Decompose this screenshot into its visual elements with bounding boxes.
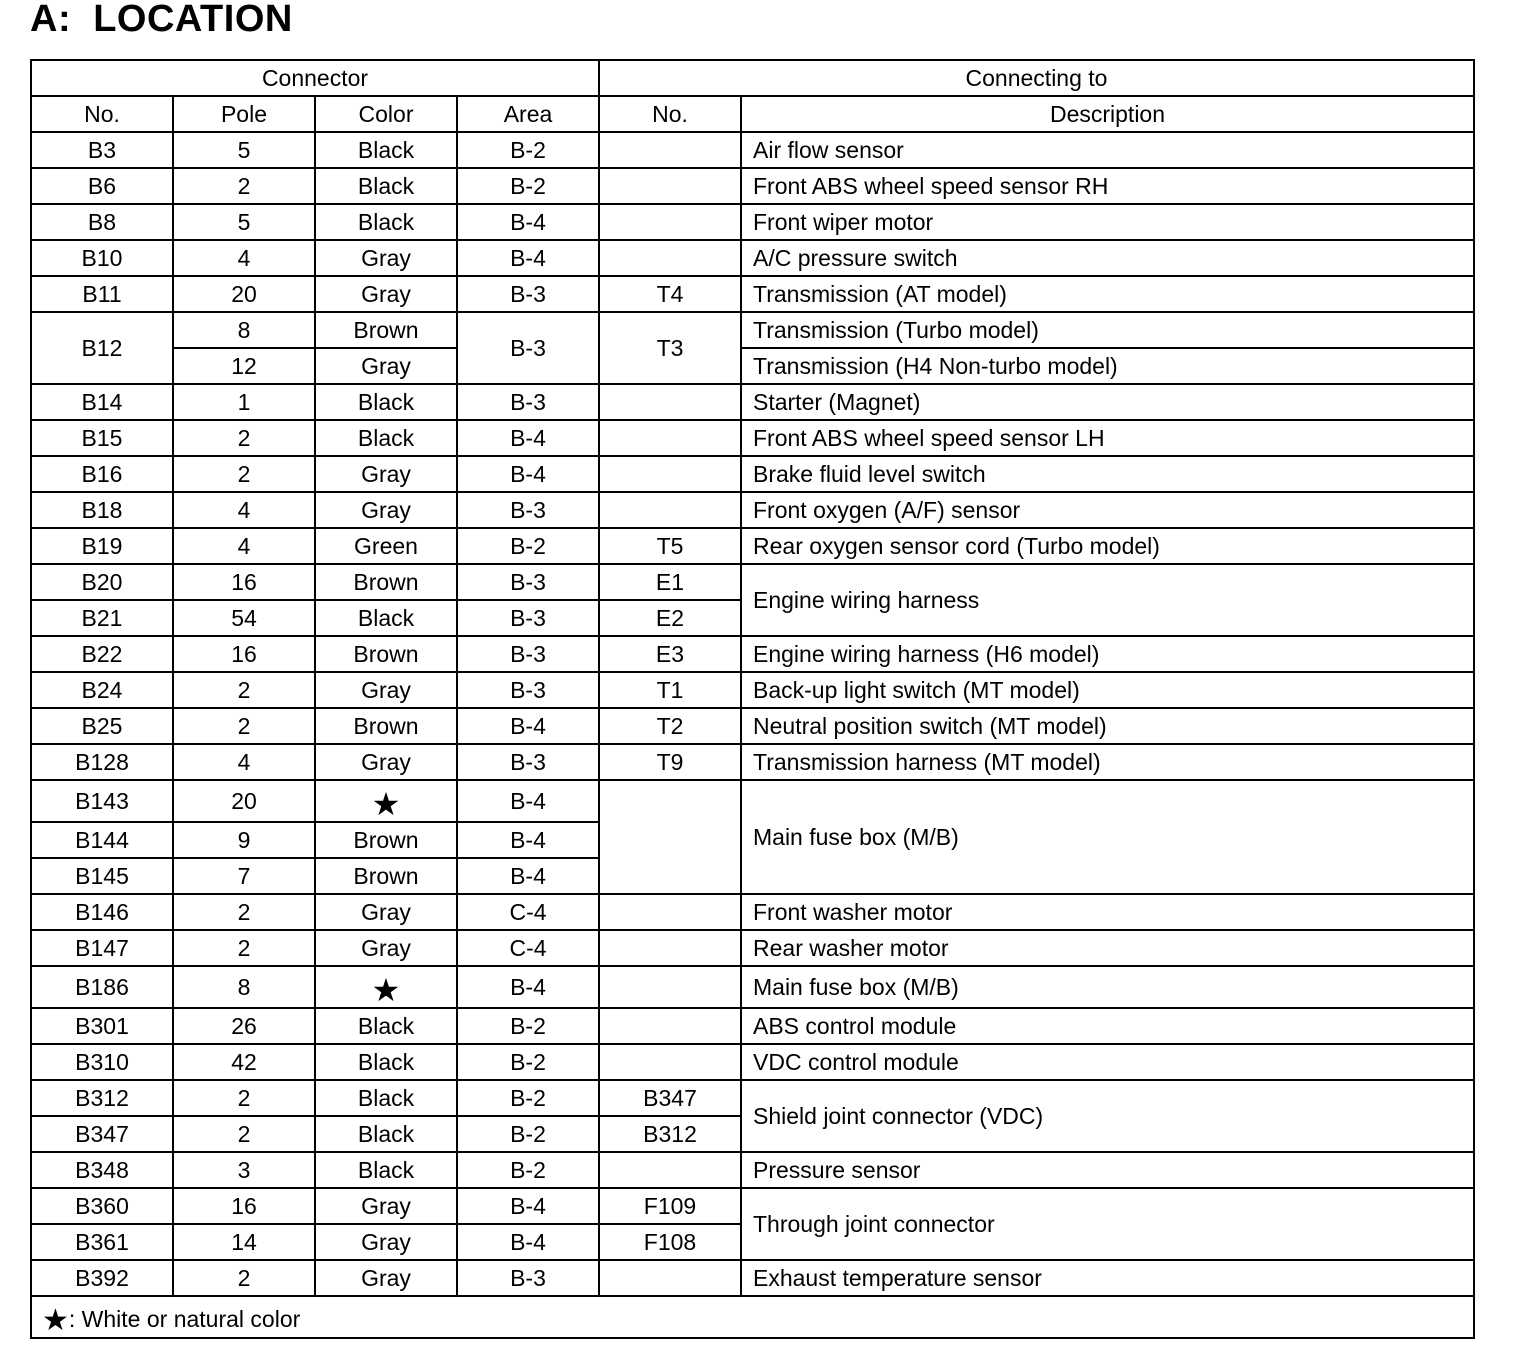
cell-connector-no: B20 <box>31 564 173 600</box>
cell-connector-no: B24 <box>31 672 173 708</box>
cell-color: Brown <box>315 564 457 600</box>
table-row <box>31 60 1474 96</box>
cell-area: B-4 <box>457 456 599 492</box>
footnote-text: : White or natural color <box>68 1305 301 1332</box>
cell-color: Gray <box>315 1224 457 1260</box>
cell-description: Front washer motor <box>741 894 1474 930</box>
cell-area: B-3 <box>457 1260 599 1296</box>
table-row <box>31 312 1474 348</box>
cell-connecting-no: T1 <box>599 672 741 708</box>
cell-pole: 4 <box>173 744 315 780</box>
cell-description: A/C pressure switch <box>741 240 1474 276</box>
header-no: No. <box>31 96 173 132</box>
table-row <box>31 708 1474 744</box>
cell-pole: 5 <box>173 132 315 168</box>
cell-area: B-2 <box>457 1152 599 1188</box>
header-connecting-to: Connecting to <box>599 60 1474 96</box>
cell-connector-no: B6 <box>31 168 173 204</box>
cell-area: C-4 <box>457 930 599 966</box>
cell-pole: 2 <box>173 708 315 744</box>
cell-area: B-2 <box>457 528 599 564</box>
cell-description: Front oxygen (A/F) sensor <box>741 492 1474 528</box>
cell-pole: 16 <box>173 636 315 672</box>
cell-color: Brown <box>315 822 457 858</box>
cell-connecting-no <box>599 384 741 420</box>
cell-area: B-4 <box>457 822 599 858</box>
cell-description: Rear oxygen sensor cord (Turbo model) <box>741 528 1474 564</box>
cell-connecting-no <box>599 420 741 456</box>
star-icon: ★ <box>371 785 401 822</box>
cell-description: Main fuse box (M/B) <box>741 780 1474 894</box>
cell-pole: 5 <box>173 204 315 240</box>
cell-area: B-2 <box>457 132 599 168</box>
cell-area: B-3 <box>457 276 599 312</box>
cell-connector-no: B310 <box>31 1044 173 1080</box>
cell-pole: 14 <box>173 1224 315 1260</box>
table-row <box>31 384 1474 420</box>
cell-color: Gray <box>315 456 457 492</box>
cell-connecting-no <box>599 492 741 528</box>
table-row <box>31 1008 1474 1044</box>
cell-color: Black <box>315 384 457 420</box>
cell-color <box>315 966 457 1008</box>
table-row <box>31 966 1474 1008</box>
table-row <box>31 96 1474 132</box>
header-area: Area <box>457 96 599 132</box>
cell-connector-no: B10 <box>31 240 173 276</box>
table-row <box>31 672 1474 708</box>
cell-color: Green <box>315 528 457 564</box>
table-row <box>31 276 1474 312</box>
cell-connecting-no: F108 <box>599 1224 741 1260</box>
cell-description: Engine wiring harness (H6 model) <box>741 636 1474 672</box>
cell-description: Shield joint connector (VDC) <box>741 1080 1474 1152</box>
cell-pole: 16 <box>173 564 315 600</box>
cell-pole: 20 <box>173 780 315 822</box>
cell-area: B-4 <box>457 1224 599 1260</box>
cell-connector-no: B143 <box>31 780 173 822</box>
cell-connecting-no: T5 <box>599 528 741 564</box>
cell-pole: 42 <box>173 1044 315 1080</box>
cell-color: Black <box>315 1116 457 1152</box>
cell-description: Rear washer motor <box>741 930 1474 966</box>
cell-pole: 16 <box>173 1188 315 1224</box>
cell-connecting-no <box>599 204 741 240</box>
cell-color: Gray <box>315 672 457 708</box>
cell-area: B-3 <box>457 312 599 384</box>
cell-description: ABS control module <box>741 1008 1474 1044</box>
table-row <box>31 240 1474 276</box>
cell-pole: 2 <box>173 1260 315 1296</box>
cell-connector-no: B145 <box>31 858 173 894</box>
cell-pole: 2 <box>173 930 315 966</box>
cell-color: Black <box>315 1008 457 1044</box>
table-row <box>31 420 1474 456</box>
cell-color: Black <box>315 420 457 456</box>
cell-connector-no: B392 <box>31 1260 173 1296</box>
cell-connecting-no: F109 <box>599 1188 741 1224</box>
cell-area: B-4 <box>457 204 599 240</box>
cell-connecting-no <box>599 966 741 1008</box>
table-row <box>31 456 1474 492</box>
cell-area: B-4 <box>457 858 599 894</box>
cell-color: Black <box>315 600 457 636</box>
cell-color: Gray <box>315 1188 457 1224</box>
cell-connector-no: B144 <box>31 822 173 858</box>
cell-connecting-no: E3 <box>599 636 741 672</box>
cell-color: Black <box>315 1044 457 1080</box>
cell-color: Brown <box>315 636 457 672</box>
cell-color: Black <box>315 204 457 240</box>
cell-connector-no: B19 <box>31 528 173 564</box>
cell-connecting-no <box>599 1008 741 1044</box>
cell-connecting-no <box>599 930 741 966</box>
cell-connector-no: B301 <box>31 1008 173 1044</box>
cell-connector-no: B8 <box>31 204 173 240</box>
cell-description: Front ABS wheel speed sensor RH <box>741 168 1474 204</box>
cell-pole: 2 <box>173 456 315 492</box>
cell-area: B-2 <box>457 1080 599 1116</box>
cell-pole: 4 <box>173 240 315 276</box>
cell-description: Front wiper motor <box>741 204 1474 240</box>
header-pole: Pole <box>173 96 315 132</box>
cell-connecting-no: T3 <box>599 312 741 384</box>
table-row <box>31 744 1474 780</box>
table-row <box>31 1260 1474 1296</box>
header-conn-no: No. <box>599 96 741 132</box>
cell-area: B-4 <box>457 708 599 744</box>
cell-color: Gray <box>315 894 457 930</box>
cell-connecting-no <box>599 1260 741 1296</box>
star-icon: ★ <box>42 1303 69 1337</box>
cell-pole: 2 <box>173 672 315 708</box>
table-row <box>31 168 1474 204</box>
cell-color: Black <box>315 1080 457 1116</box>
cell-connecting-no <box>599 894 741 930</box>
cell-pole: 4 <box>173 528 315 564</box>
cell-area: B-3 <box>457 672 599 708</box>
cell-area: B-3 <box>457 564 599 600</box>
cell-connector-no: B312 <box>31 1080 173 1116</box>
cell-color: Gray <box>315 240 457 276</box>
cell-connecting-no <box>599 240 741 276</box>
cell-area: C-4 <box>457 894 599 930</box>
table-row <box>31 894 1474 930</box>
cell-pole: 2 <box>173 894 315 930</box>
table-row <box>31 930 1474 966</box>
cell-pole: 2 <box>173 168 315 204</box>
cell-pole: 54 <box>173 600 315 636</box>
cell-connector-no: B3 <box>31 132 173 168</box>
table-row <box>31 636 1474 672</box>
cell-connecting-no: B347 <box>599 1080 741 1116</box>
cell-connector-no: B360 <box>31 1188 173 1224</box>
table-row <box>31 1188 1474 1224</box>
cell-area: B-4 <box>457 240 599 276</box>
cell-pole: 8 <box>173 966 315 1008</box>
cell-connector-no: B348 <box>31 1152 173 1188</box>
cell-connecting-no: T4 <box>599 276 741 312</box>
cell-connector-no: B186 <box>31 966 173 1008</box>
cell-pole: 26 <box>173 1008 315 1044</box>
cell-description: Transmission harness (MT model) <box>741 744 1474 780</box>
cell-pole: 7 <box>173 858 315 894</box>
cell-pole: 8 <box>173 312 315 348</box>
cell-description: Back-up light switch (MT model) <box>741 672 1474 708</box>
cell-description: Exhaust temperature sensor <box>741 1260 1474 1296</box>
cell-description: Starter (Magnet) <box>741 384 1474 420</box>
cell-connecting-no: T2 <box>599 708 741 744</box>
table-row <box>31 1296 1474 1338</box>
cell-area: B-2 <box>457 1116 599 1152</box>
cell-connecting-no <box>599 1044 741 1080</box>
cell-connector-no: B16 <box>31 456 173 492</box>
cell-pole: 12 <box>173 348 315 384</box>
cell-description: Transmission (AT model) <box>741 276 1474 312</box>
cell-color: Black <box>315 1152 457 1188</box>
cell-pole: 3 <box>173 1152 315 1188</box>
cell-description: VDC control module <box>741 1044 1474 1080</box>
cell-color: Brown <box>315 312 457 348</box>
page-title: A: LOCATION <box>30 0 293 40</box>
cell-area: B-3 <box>457 744 599 780</box>
cell-connector-no: B361 <box>31 1224 173 1260</box>
cell-connector-no: B146 <box>31 894 173 930</box>
cell-description: Main fuse box (M/B) <box>741 966 1474 1008</box>
cell-description: Neutral position switch (MT model) <box>741 708 1474 744</box>
footnote <box>31 1296 1474 1338</box>
cell-color <box>315 780 457 822</box>
cell-area: B-4 <box>457 420 599 456</box>
table-row <box>31 780 1474 822</box>
cell-connecting-no <box>599 780 741 894</box>
cell-area: B-4 <box>457 1188 599 1224</box>
table-row <box>31 132 1474 168</box>
cell-connector-no: B22 <box>31 636 173 672</box>
cell-pole: 4 <box>173 492 315 528</box>
table-row <box>31 1080 1474 1116</box>
cell-area: B-2 <box>457 168 599 204</box>
cell-description: Front ABS wheel speed sensor LH <box>741 420 1474 456</box>
cell-connector-no: B25 <box>31 708 173 744</box>
cell-connector-no: B347 <box>31 1116 173 1152</box>
table-row <box>31 528 1474 564</box>
cell-pole: 2 <box>173 1080 315 1116</box>
cell-area: B-3 <box>457 384 599 420</box>
cell-area: B-3 <box>457 636 599 672</box>
cell-description: Air flow sensor <box>741 132 1474 168</box>
cell-color: Gray <box>315 744 457 780</box>
table-row <box>31 492 1474 528</box>
cell-connector-no: B21 <box>31 600 173 636</box>
header-color: Color <box>315 96 457 132</box>
cell-pole: 20 <box>173 276 315 312</box>
cell-color: Gray <box>315 1260 457 1296</box>
cell-description: Pressure sensor <box>741 1152 1474 1188</box>
cell-description: Transmission (Turbo model) <box>741 312 1474 348</box>
cell-description: Transmission (H4 Non-turbo model) <box>741 348 1474 384</box>
cell-connecting-no <box>599 1152 741 1188</box>
cell-color: Black <box>315 132 457 168</box>
table-row <box>31 1044 1474 1080</box>
cell-connector-no: B147 <box>31 930 173 966</box>
cell-connecting-no: E2 <box>599 600 741 636</box>
table-row <box>31 348 1474 384</box>
cell-area: B-2 <box>457 1008 599 1044</box>
cell-connector-no: B128 <box>31 744 173 780</box>
table-row <box>31 1152 1474 1188</box>
cell-color: Brown <box>315 858 457 894</box>
table-row <box>31 564 1474 600</box>
cell-pole: 9 <box>173 822 315 858</box>
cell-color: Gray <box>315 276 457 312</box>
cell-connecting-no: B312 <box>599 1116 741 1152</box>
cell-description: Brake fluid level switch <box>741 456 1474 492</box>
header-description: Description <box>741 96 1474 132</box>
cell-area: B-2 <box>457 1044 599 1080</box>
cell-connecting-no <box>599 132 741 168</box>
cell-connecting-no: E1 <box>599 564 741 600</box>
cell-area: B-3 <box>457 492 599 528</box>
cell-pole: 2 <box>173 420 315 456</box>
header-connector: Connector <box>31 60 599 96</box>
cell-connecting-no: T9 <box>599 744 741 780</box>
cell-connector-no: B18 <box>31 492 173 528</box>
location-table <box>30 59 1475 1339</box>
cell-connector-no: B14 <box>31 384 173 420</box>
cell-connector-no: B12 <box>31 312 173 384</box>
cell-area: B-3 <box>457 600 599 636</box>
cell-color: Gray <box>315 930 457 966</box>
star-icon: ★ <box>371 971 401 1008</box>
cell-connector-no: B15 <box>31 420 173 456</box>
cell-area: B-4 <box>457 966 599 1008</box>
cell-pole: 2 <box>173 1116 315 1152</box>
cell-connector-no: B11 <box>31 276 173 312</box>
cell-color: Gray <box>315 348 457 384</box>
cell-color: Black <box>315 168 457 204</box>
cell-description: Through joint connector <box>741 1188 1474 1260</box>
cell-description: Engine wiring harness <box>741 564 1474 636</box>
cell-pole: 1 <box>173 384 315 420</box>
cell-color: Gray <box>315 492 457 528</box>
table-row <box>31 204 1474 240</box>
cell-color: Brown <box>315 708 457 744</box>
cell-connecting-no <box>599 168 741 204</box>
cell-connecting-no <box>599 456 741 492</box>
cell-area: B-4 <box>457 780 599 822</box>
